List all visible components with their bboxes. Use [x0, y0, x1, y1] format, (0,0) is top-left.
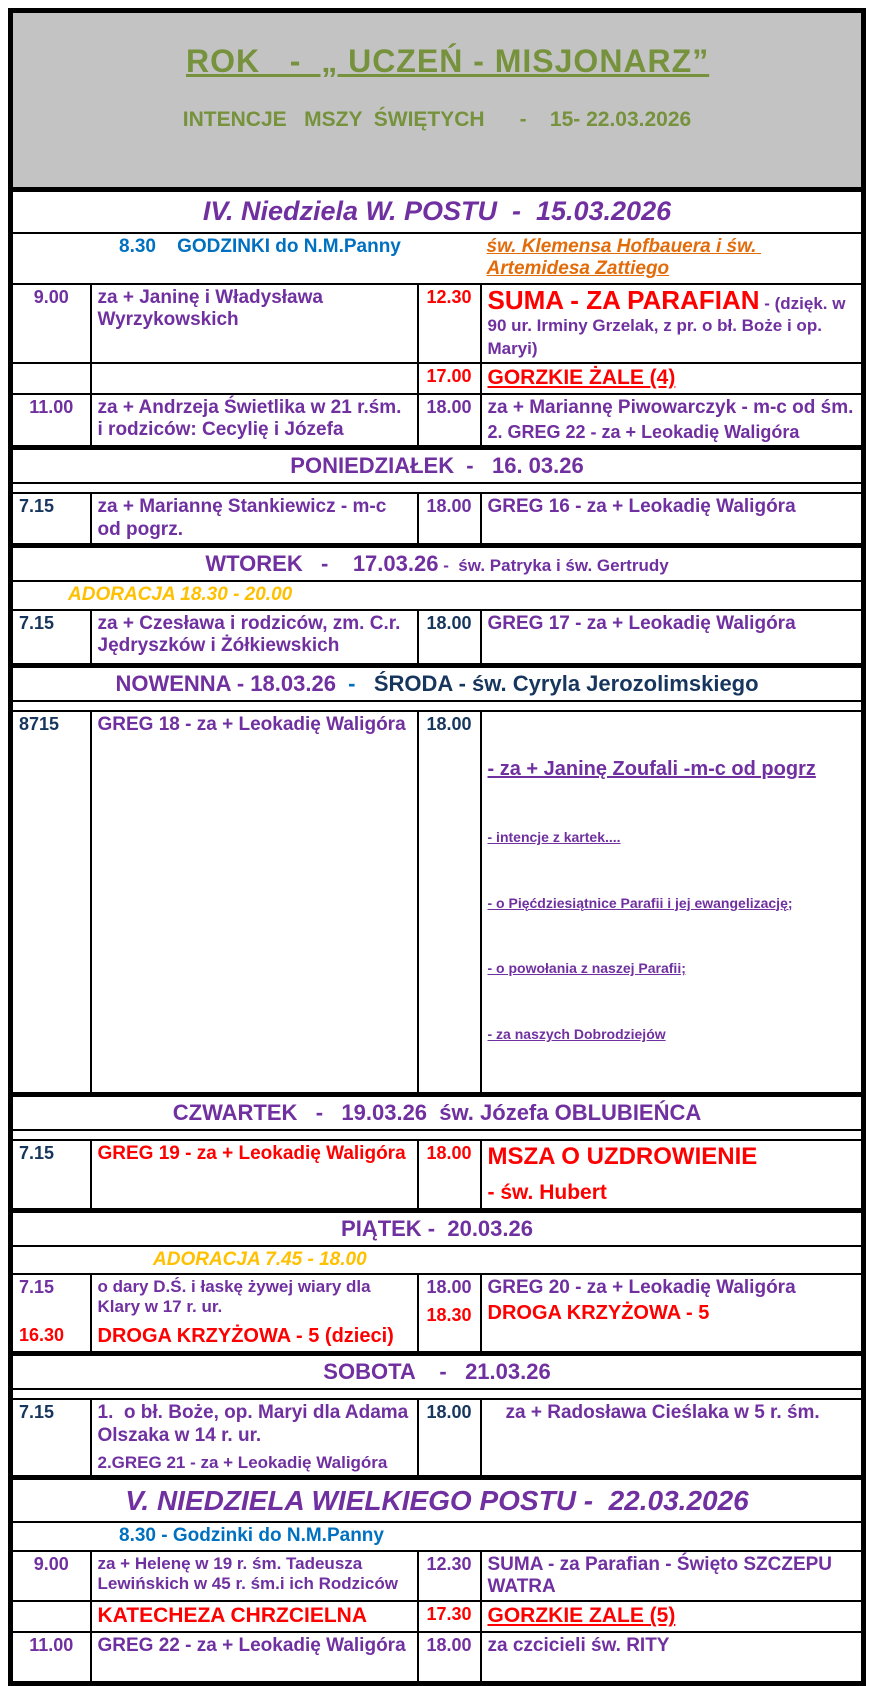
intention-line: za + Mariannę Piwowarczyk - m-c od śm.	[487, 396, 854, 418]
sunday4-godzinki-row	[11, 233, 864, 284]
spacer	[11, 701, 864, 711]
suma-title: SUMA - ZA PARAFIAN	[487, 284, 760, 315]
time-cell	[11, 363, 91, 394]
tuesday-row-1	[11, 610, 864, 666]
time-entry: 16.30	[19, 1324, 65, 1345]
time-cell: 18.00	[418, 1399, 481, 1477]
intention-line: 2.GREG 21 - za + Leokadię Waligóra	[97, 1453, 388, 1473]
sunday4-header-row	[11, 190, 864, 233]
wednesday-row-1	[11, 711, 864, 1095]
wednesday-day-label: ŚRODA - św. Cyryla Jerozolimskiego	[373, 670, 759, 696]
tuesday-heading-saints: - św. Patryka i św. Gertrudy	[438, 556, 669, 576]
intention-line: 1. o bł. Boże, op. Maryi dla Adama Olszaka w 14 r. ur.	[97, 1402, 414, 1446]
time-cell: 7.15	[11, 493, 91, 545]
sunday5-row-2	[11, 1601, 864, 1632]
masthead-row	[11, 11, 864, 190]
friday-adoration-row	[11, 1246, 864, 1274]
intention-cell: za czcicieli św. RITY	[481, 1632, 864, 1684]
sunday4-row-3	[11, 394, 864, 448]
sunday4-row-1	[11, 284, 864, 363]
intention-line: - intencje z kartek....	[487, 828, 621, 845]
thursday-header-row	[11, 1094, 864, 1129]
time-cell: 11.00	[11, 394, 91, 448]
intention-cell: SUMA - za Parafian - Święto SZCZEPU WATRA	[481, 1551, 864, 1602]
friday-heading: PIĄTEK - 20.03.26	[11, 1211, 864, 1246]
thursday-heading: CZWARTEK - 19.03.26 św. Józefa OBLUBIEŃCA	[11, 1094, 864, 1129]
katecheza-label: KATECHEZA CHRZCIELNA	[97, 1604, 367, 1628]
time-cell	[418, 1274, 481, 1354]
time-entry: 18.30	[426, 1304, 472, 1325]
sunday4-heading: IV. Niedziela W. POSTU - 15.03.2026	[11, 190, 864, 233]
spacer-row	[11, 1130, 864, 1140]
intention-cell: GREG 16 - za + Leokadię Waligóra	[481, 493, 864, 545]
intention-line: o dary D.Ś. i łaskę żywej wiary dla Klary w 17 r. ur.	[97, 1277, 376, 1317]
sunday5-row-1	[11, 1551, 864, 1602]
intention-cell	[481, 1140, 864, 1211]
intention-cell	[481, 1399, 864, 1477]
intention-cell: za + Janinę i Władysława Wyrzykowskich	[91, 284, 418, 363]
monday-header-row	[11, 448, 864, 483]
intention-cell: GREG 19 - za + Leokadię Waligóra	[91, 1140, 418, 1211]
time-cell: 17.00	[418, 363, 481, 394]
heading-separator: -	[335, 670, 374, 696]
time-cell: 7.15	[11, 1399, 91, 1477]
intention-cell: GREG 22 - za + Leokadię Waligóra	[91, 1632, 418, 1684]
intention-cell: GREG 17 - za + Leokadię Waligóra	[481, 610, 864, 666]
adoration-note: ADORACJA 7.45 - 18.00	[11, 1246, 864, 1274]
intention-cell	[481, 394, 864, 448]
wednesday-header-row	[11, 665, 864, 700]
intention-line: - o powołania z naszej Parafii;	[487, 960, 686, 977]
monday-heading: PONIEDZIAŁEK - 16. 03.26	[11, 448, 864, 483]
feast-of-day: św. Klemensa Hofbauera i św. Artemidesa Zattiego	[486, 236, 762, 280]
sunday5-godzinki-row	[11, 1522, 864, 1550]
intention-line: - św. Hubert	[487, 1181, 607, 1205]
sunday5-heading: V. NIEDZIELA WIELKIEGO POSTU - 22.03.2026	[11, 1478, 864, 1523]
novena-label: NOWENNA - 18.03.26	[115, 670, 336, 696]
sunday4-row-2	[11, 363, 864, 394]
godzinki-cell	[11, 1522, 864, 1550]
intention-line: DROGA KRZYŻOWA - 5	[487, 1301, 710, 1324]
time-cell: 8715	[11, 711, 91, 1095]
tuesday-header-row	[11, 546, 864, 581]
mass-intentions-page	[0, 8, 869, 1657]
spacer	[11, 483, 864, 493]
time-entry: 18.00	[426, 1277, 472, 1298]
intention-cell	[481, 363, 864, 394]
document-subtitle: INTENCJE MSZY ŚWIĘTYCH - 15- 22.03.2026	[182, 107, 692, 131]
godzinki-text: 8.30 GODZINKI do N.M.Panny	[119, 236, 401, 257]
intention-cell	[91, 1601, 418, 1632]
saturday-row-1	[11, 1399, 864, 1477]
time-cell: 9.00	[11, 1551, 91, 1602]
intention-line: - za naszych Dobrodziejów	[487, 1026, 666, 1043]
time-cell: 18.00	[418, 394, 481, 448]
intention-cell	[481, 1274, 864, 1354]
intention-line: DROGA KRZYŻOWA - 5 (dzieci)	[97, 1325, 394, 1348]
tuesday-adoration-row	[11, 581, 864, 609]
godzinki-text: 8.30 - Godzinki do N.M.Panny	[119, 1525, 384, 1547]
tuesday-heading	[11, 546, 864, 581]
time-cell: 11.00	[11, 1632, 91, 1684]
time-cell: 18.00	[418, 610, 481, 666]
time-cell: 18.00	[418, 1140, 481, 1211]
intention-line: 2. GREG 22 - za + Leokadię Waligóra	[487, 422, 800, 443]
intention-line: MSZA O UZDROWIENIE	[487, 1142, 758, 1170]
spacer	[11, 1130, 864, 1140]
time-cell: 18.00	[418, 1632, 481, 1684]
masthead	[11, 11, 864, 190]
sunday5-header-row	[11, 1478, 864, 1523]
intention-cell: za + Czesława i rodziców, zm. C.r. Jędryszków i Żółkiewskich	[91, 610, 418, 666]
time-cell: 7.15	[11, 610, 91, 666]
gorzkie-zale-5: GORZKIE ZALE (5)	[487, 1604, 676, 1628]
saturday-heading: SOBOTA - 21.03.26	[11, 1354, 864, 1389]
feast-cell	[481, 233, 864, 284]
intention-line: za + Radosława Cieślaka w 5 r. śm.	[505, 1402, 820, 1424]
time-cell: 7.15	[11, 1140, 91, 1211]
friday-row-1	[11, 1274, 864, 1354]
sunday5-row-3	[11, 1632, 864, 1684]
intention-line: - o Pięćdziesiątnice Parafii i jej ewangelizację;	[487, 894, 793, 911]
tuesday-heading-main: WTOREK - 17.03.26	[205, 551, 439, 577]
intention-cell	[91, 1274, 418, 1354]
time-cell: 18.00	[418, 493, 481, 545]
time-cell: 18.00	[418, 711, 481, 1095]
spacer-row	[11, 1389, 864, 1399]
suma-note: - (dzięk. w 90 ur. Irminy Grzelak, z pr. o bł. Boże i op. Maryi)	[487, 293, 851, 358]
intention-line: GREG 20 - za + Leokadię Waligóra	[487, 1277, 796, 1299]
spacer-row	[11, 483, 864, 493]
monday-row-1	[11, 493, 864, 545]
time-cell	[11, 1601, 91, 1632]
wednesday-heading	[11, 665, 864, 700]
intention-cell	[91, 363, 418, 394]
time-entry: 7.15	[19, 1277, 55, 1298]
godzinki-cell	[11, 233, 481, 284]
spacer-row	[11, 701, 864, 711]
intention-cell	[481, 1601, 864, 1632]
friday-header-row	[11, 1211, 864, 1246]
adoration-note: ADORACJA 18.30 - 20.00	[11, 581, 864, 609]
document-title: ROK - „ UCZEŃ - MISJONARZ”	[185, 43, 710, 80]
intention-cell	[481, 284, 864, 363]
intention-cell: za + Mariannę Stankiewicz - m-c od pogrz.	[91, 493, 418, 545]
intention-cell	[91, 1399, 418, 1477]
intention-line: - za + Janinę Zoufali -m-c od pogrz	[487, 758, 816, 781]
time-cell: 17.30	[418, 1601, 481, 1632]
spacer	[11, 1389, 864, 1399]
time-cell: 12.30	[418, 1551, 481, 1602]
time-cell	[11, 1274, 91, 1354]
schedule-table	[8, 8, 866, 1686]
thursday-row-1	[11, 1140, 864, 1211]
saturday-header-row	[11, 1354, 864, 1389]
intention-cell: za + Andrzeja Świetlika w 21 r.śm. i rodziców: Cecylię i Józefa	[91, 394, 418, 448]
time-cell: 12.30	[418, 284, 481, 363]
gorzkie-zale-4: GORZKIE ŻALE (4)	[487, 366, 676, 390]
intention-cell	[481, 711, 864, 1095]
intention-cell: GREG 18 - za + Leokadię Waligóra	[91, 711, 418, 1095]
time-cell: 9.00	[11, 284, 91, 363]
intention-cell: za + Helenę w 19 r. śm. Tadeusza Lewińskich w 45 r. śm.i ich Rodziców	[91, 1551, 418, 1602]
